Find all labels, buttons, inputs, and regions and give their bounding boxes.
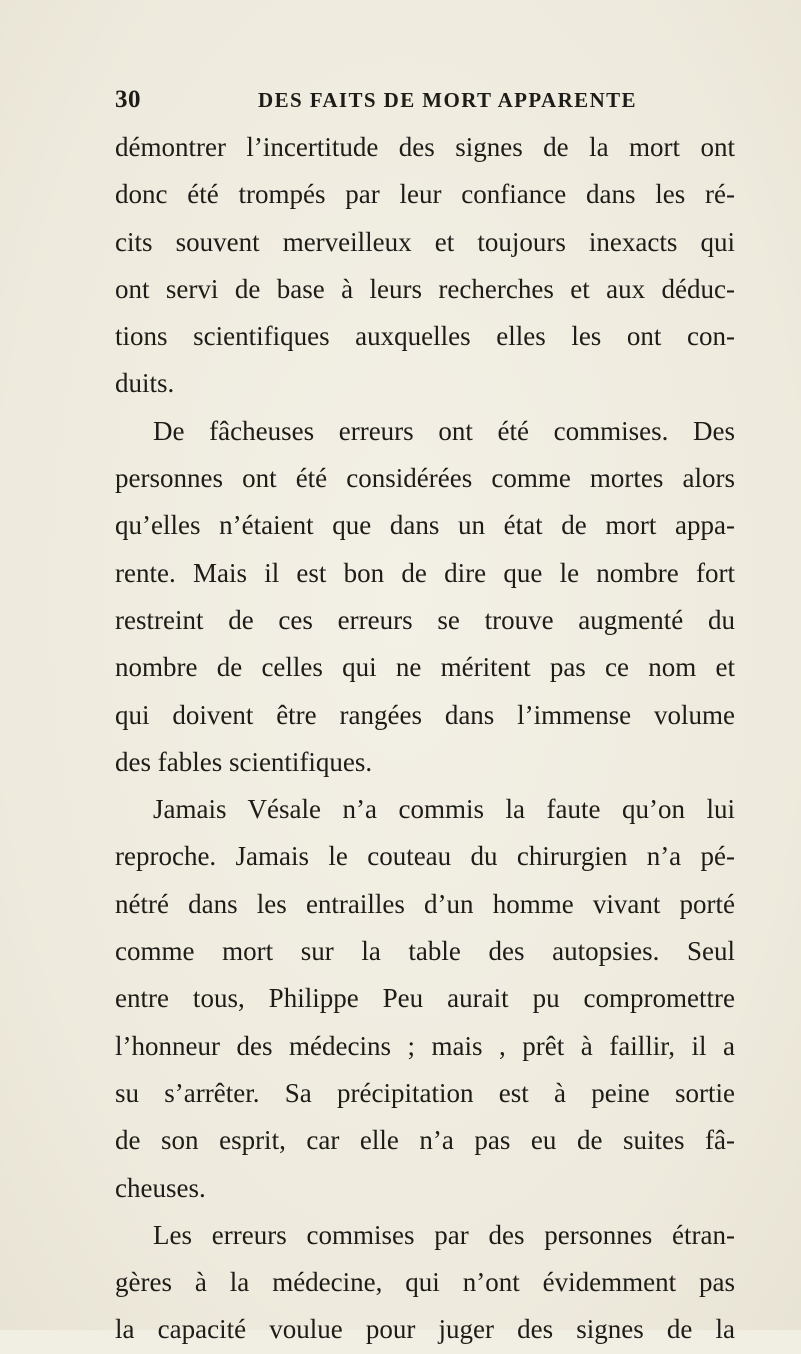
text-line: entre tous, Philippe Peu aurait pu compromettre [115,983,735,1014]
text-line: la capacité voulue pour juger des signes de la [115,1314,735,1345]
text-line: de son esprit, car elle n’a pas eu de suites fâ- [115,1125,735,1156]
page-number: 30 [115,86,141,113]
text-line: des fables scientifiques. [115,746,373,777]
text-line: cheuses. [115,1172,206,1203]
text-line: l’honneur des médecins ; mais , prêt à faillir, il a [115,1030,735,1061]
text-line: duits. [115,368,175,399]
text-line: qu’elles n’étaient que dans un état de mort appa- [115,510,735,541]
text-line: cits souvent merveilleux et toujours inexacts qui [115,226,735,257]
text-line: gères à la médecine, qui n’ont évidemment pas [115,1267,735,1298]
text-line: comme mort sur la table des autopsies. Seul [115,936,735,967]
text-line: Jamais Vésale n’a commis la faute qu’on lui [153,794,735,825]
text-line: restreint de ces erreurs se trouve augmenté du [115,604,735,635]
running-head: DES FAITS DE MORT APPARENTE [258,88,637,112]
text-line: De fâcheuses erreurs ont été commises. Des [153,415,735,446]
text-line: rente. Mais il est bon de dire que le nombre fort [115,557,735,588]
text-line: ont servi de base à leurs recherches et aux déduc- [115,273,735,304]
text-line: nétré dans les entrailles d’un homme vivant porté [115,888,735,919]
body-text [115,124,735,1354]
text-line: donc été trompés par leur confiance dans les ré- [115,179,735,210]
text-line: reproche. Jamais le couteau du chirurgien n’a pé- [115,841,735,872]
text-line: démontrer l’incertitude des signes de la mort ont [115,132,735,162]
text-line: Les erreurs commises par des personnes étran- [153,1219,735,1250]
text-line: nombre de celles qui ne méritent pas ce nom et [115,652,735,683]
text-line: su s’arrêter. Sa précipitation est à peine sortie [115,1077,735,1108]
text-line: tions scientifiques auxquelles elles les ont con- [115,321,735,352]
text-line: personnes ont été considérées comme mortes alors [115,463,735,494]
text-line: qui doivent être rangées dans l’immense volume [115,699,735,730]
page-header [115,86,735,116]
